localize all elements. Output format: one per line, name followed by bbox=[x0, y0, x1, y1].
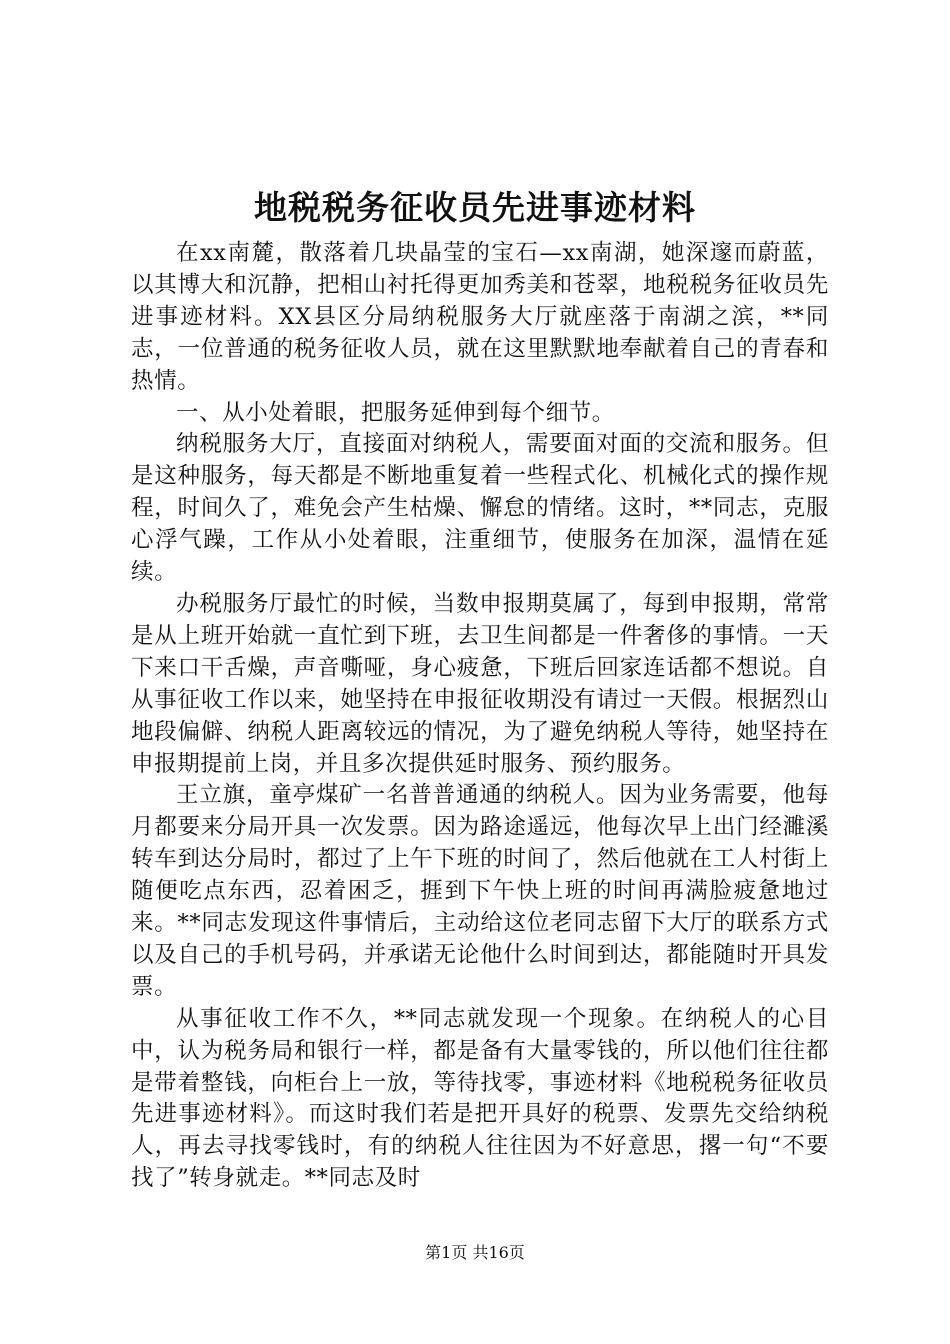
document-title: 地税税务征收员先进事迹材料 bbox=[254, 188, 696, 227]
paragraph: 从事征收工作不久，**同志就发现一个现象。在纳税人的心目中，认为税务局和银行一样，都是备有大量零钱的，所以他们往往都是带着整钱，向柜台上一放，等待找零，事迹材料《地税税务征收员先进事迹材料》。而这时我们若是把开具好的税票、发票先交给纳税人，再去寻找零钱时，有的纳税人往往因为不好意思，撂一句“不要找了”转身就走。**同志及时 bbox=[131, 1005, 829, 1192]
section-heading: 一、从小处着眼，把服务延伸到每个细节。 bbox=[176, 399, 615, 426]
paragraph: 在xx南麓，散落着几块晶莹的宝石—xx南湖，她深邃而蔚蓝，以其博大和沉静，把相山衬托得更加秀美和苍翠，地税税务征收员先进事迹材料。XX县区分局纳税服务大厅就座落于南湖之滨，**同志，一位普通的税务征收人员，就在这里默默地奉献着自己的青春和热情。 bbox=[131, 240, 829, 394]
page-number-footer: 第1页 共16页 bbox=[425, 1243, 525, 1262]
paragraph: 办税服务厅最忙的时候，当数申报期莫属了，每到申报期，常常是从上班开始就一直忙到下班，去卫生间都是一件奢侈的事情。一天下来口干舌燥，声音嘶哑，身心疲惫，下班后回家连话都不想说。自从事征收工作以来，她坚持在申报征收期没有请过一天假。根据烈山地段偏僻、纳税人距离较远的情况，为了避免纳税人等待，她坚持在申报期提前上岗，并且多次提供延时服务、预约服务。 bbox=[131, 590, 829, 777]
paragraph: 王立旗，童亭煤矿一名普普通通的纳税人。因为业务需要，他每月都要来分局开具一次发票。因为路途遥远，他每次早上出门经濉溪转车到达分局时，都过了上午下班的时间了，然后他就在工人村街上随便吃点东西，忍着困乏，捱到下午快上班的时间再满脸疲惫地过来。**同志发现这件事情后，主动给这位老同志留下大厅的联系方式以及自己的手机号码，并承诺无论他什么时间到达，都能随时开具发票。 bbox=[131, 782, 829, 1000]
document-body bbox=[131, 238, 829, 1195]
paragraph: 纳税服务大厅，直接面对纳税人，需要面对面的交流和服务。但是这种服务，每天都是不断地重复着一些程式化、机械化式的操作规程，时间久了，难免会产生枯燥、懈怠的情绪。这时，**同志，克服心浮气躁，工作从小处着眼，注重细节，使服务在加深，温情在延续。 bbox=[131, 431, 829, 586]
